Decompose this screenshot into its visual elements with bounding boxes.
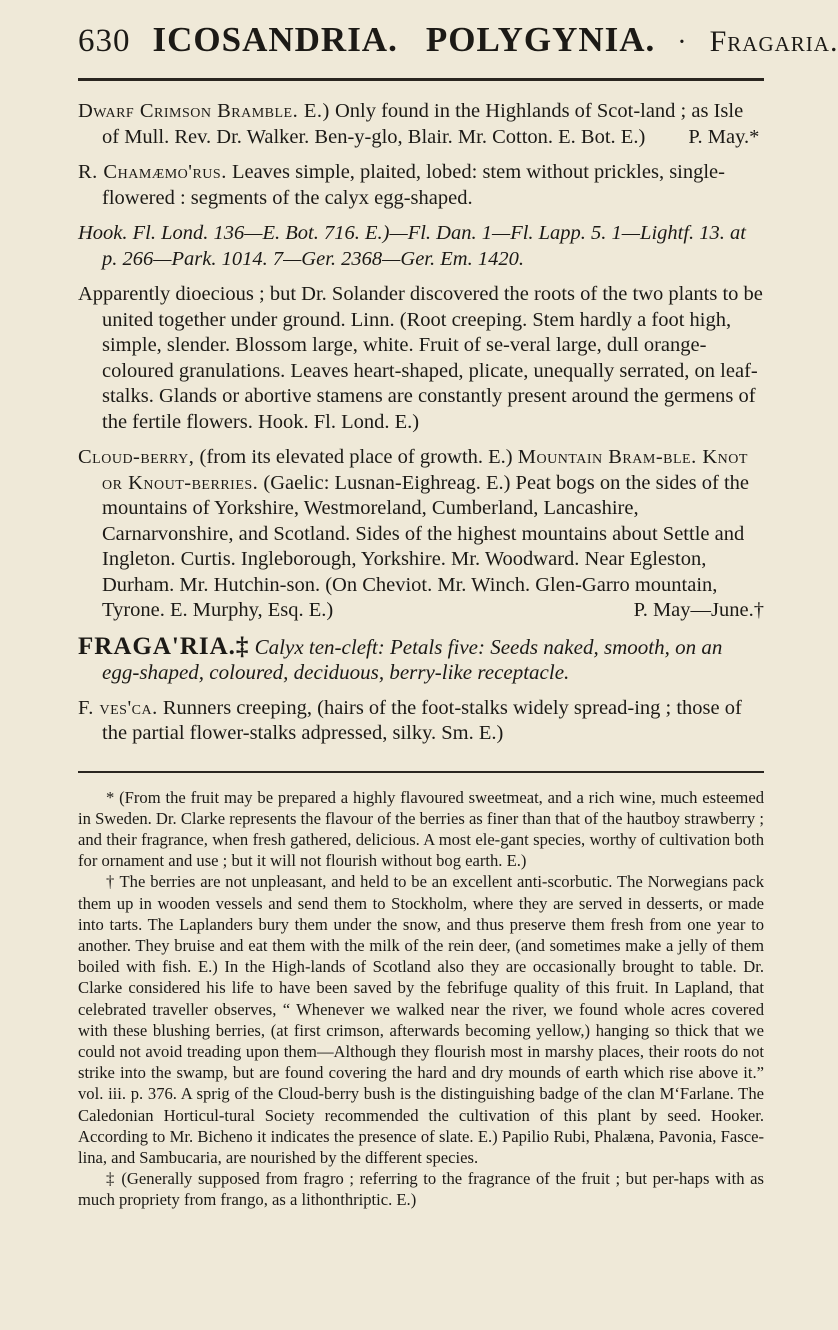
entry-chamaemorus: [78, 160, 764, 211]
header-separator: ·: [677, 27, 688, 58]
entry-text-2: (Gaelic: Lusnan-Eighreag. E.) Peat bogs on the sides of the mountains of Yorkshire, Westmoreland, Cumberland, Lancashire, Carnarvonshire, and Scotland. Sides of the highest mountains about Settle and Ingleton. Curtis. Ingleborough, Yorkshire. Mr. Woodward. Near Egleston, Durham. Mr. Hutchin-son. (On Cheviot. Mr. Winch. Glen-Garro mountain, Tyrone. E. Murphy, Esq. E.): [102, 471, 749, 621]
header-class: ICOSANDRIA.: [152, 20, 398, 59]
entry-references: [78, 221, 764, 272]
footnote-1: * (From the fruit may be prepared a highly flavoured sweetmeat, and a rich wine, much esteemed in Sweden. Dr. Clarke represents the flavour of the berries as finer than that of the hautboy strawberry ; and their fragrance, when fresh gathered, delicious. A most ele-gant species, worthy of cultivation both for ornament and use ; but it will not flourish without bog earth. E.): [78, 787, 764, 871]
common-name: Dwarf Crimson Bramble. E.): [78, 100, 330, 122]
header-genus: Fragaria.: [709, 25, 838, 58]
header-rule: [78, 78, 764, 81]
entry-fragaria-vesca: [78, 696, 764, 747]
entry-text: Leaves simple, plaited, lobed: stem without prickles, single-flowered : segments of the calyx egg-shaped.: [102, 161, 725, 209]
footnote-2: † The berries are not unpleasant, and held to be an excellent anti-scorbutic. The Norwegians pack them up in wooden vessels and send them to Stockholm, where they are served in desserts, or made into tarts. The Laplanders bury them under the snow, and thus preserve them fresh from one year to another. They bruise and eat them with the milk of the rein deer, (and sometimes make a jelly of them boiled with fish. E.) In the High-lands of Scotland also they are occasionally brought to table. Dr. Clarke considered his life to have been saved by the febrifuge quality of this fruit. In Lapland, that celebrated traveller observes, “ Whenever we walked near the river, we found whole acres covered with these blushing berries, (at first crimson, afterwards becoming yellow,) hanging so thick that we could not avoid treading upon them—Although they flourish most in marshy places, their roots do not strike into the swamp, but are found covering the hard and dry mounds of earth which rise above it.” vol. iii. p. 376. A sprig of the Cloud-berry bush is the distinguishing badge of the clan M‘Farlane. The Caledonian Horticul-tural Society recommended the cultivation of this plant by seed. Hooker. According to Mr. Bicheno it indicates the presence of slate. E.) Papilio Rubi, Phalæna, Pavonia, Fasce-lina, and Sambucaria, are nourished by the different species.: [78, 872, 764, 1167]
description-text: Apparently dioecious ; but Dr. Solander discovered the roots of the two plants to be united together under ground. Linn. (Root creeping. Stem hardly a foot high, simple, slender. Blossom large, white. Fruit of se-veral large, dull orange-coloured granulations. Leaves heart-shaped, plicate, unequally serrated, on leaf-stalks. Glands or abortive stamens are constantly present around the germens of the fertile flowers. Hook. Fl. Lond. E.): [78, 283, 763, 433]
common-name-2: Mountain Bram-ble. Knot or Knout-berries.: [102, 446, 748, 494]
species-name: F. ves'ca.: [78, 696, 158, 719]
footnote-3: ‡ (Generally supposed from fragro ; referring to the fragrance of the fruit ; but per-haps with as much propriety from frango, as a lithonthriptic. E.): [78, 1169, 764, 1210]
entry-text: Runners creeping, (hairs of the foot-stalks widely spread-ing ; those of the partial flower-stalks adpressed, silky. Sm. E.): [102, 696, 742, 744]
entry-text: Only found in the Highlands of Scot-land ; as Isle of Mull. Rev. Dr. Walker. Ben-y-glo, Blair. Mr. Cotton. E. Bot. E.): [102, 100, 744, 148]
species-name: R. Chamæmo'rus.: [78, 161, 227, 183]
entry-description: [78, 282, 764, 435]
flowering-note: P. May—June.†: [633, 599, 764, 621]
entry-fragaria-genus: [78, 634, 764, 686]
entry-dwarf-crimson-bramble: [78, 99, 764, 150]
flowering-note: P. May.*: [688, 125, 760, 148]
genus-description: Calyx ten-cleft: Petals five: Seeds naked, smooth, on an egg-shaped, coloured, deciduous, berry-like receptacle.: [102, 634, 723, 684]
reference-text: Hook. Fl. Lond. 136—E. Bot. 716. E.)—Fl. Dan. 1—Fl. Lapp. 5. 1—Lightf. 13. at p. 266—Park. 1014. 7—Ger. 2368—Ger. Em. 1420.: [78, 222, 746, 270]
entry-cloudberry: [78, 445, 764, 624]
header-order: POLYGYNIA.: [425, 20, 656, 59]
genus-name: FRAGA'RIA.‡: [78, 632, 250, 660]
running-header: [78, 20, 838, 70]
entry-text: (from its elevated place of growth. E.): [194, 446, 518, 468]
footnote-rule: [78, 771, 764, 773]
page-number: 630: [78, 23, 131, 59]
common-name: Cloud-berry,: [78, 446, 195, 468]
